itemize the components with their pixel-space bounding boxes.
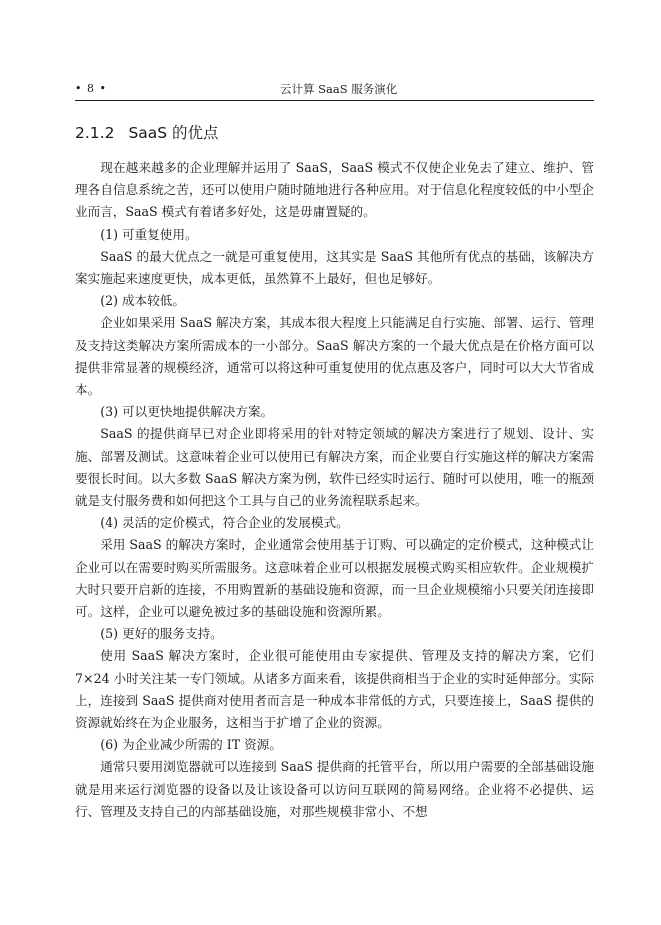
- book-page: [75, 0, 594, 925]
- paragraph-better-support: 使用 SaaS 解决方案时，企业很可能使用由专家提供、管理及支持的解决方案，它们 7×24 小时关注某一专门领域。从诸多方面来看，该提供商相当于企业的实时延伸部分。实际上，连接到 SaaS 提供商对使用者而言是一种成本非常低的方式，只要连接上，SaaS 提供的资源就始终在为企业服务，这相当于扩增了企业的资源。: [75, 648, 594, 731]
- running-header: [75, 80, 594, 101]
- paragraph-flexible-pricing: 采用 SaaS 的解决方案时，企业通常会使用基于订购、可以确定的定价模式，这种模式让企业可以在需要时购买所需服务。这意味着企业可以根据发展模式购买相应软件。企业规模扩大时只要开启新的连接，不用购置新的基础设施和资源，而一旦企业规模缩小只要关闭连接即可。这样，企业可以避免被过多的基础设施和资源所累。: [75, 537, 594, 620]
- paragraph-low-cost: 企业如果采用 SaaS 解决方案，其成本很大程度上只能满足自行实施、部署、运行、管理及支持这类解决方案所需成本的一小部分。SaaS 解决方案的一个最大优点是在价格方面可以提供非常显著的规模经济，通常可以将这种可重复使用的优点惠及客户，同时可以大大节省成本。: [75, 315, 594, 398]
- list-item-reduce-it: (6) 为企业减少所需的 IT 资源。: [100, 737, 282, 753]
- list-item-low-cost: (2) 成本较低。: [100, 293, 185, 309]
- list-item-better-support: (5) 更好的服务支持。: [100, 626, 223, 642]
- paragraph-reduce-it: 通常只要用浏览器就可以连接到 SaaS 提供商的托管平台，所以用户需要的全部基础设施就是用来运行浏览器的设备以及让该设备可以访问互联网的简易网络。企业将不必提供、运行、管理及支持自己的内部基础设施，对那些规模非常小、不想: [75, 759, 594, 819]
- section-heading: [75, 123, 219, 143]
- page-number: • 8 •: [75, 82, 107, 95]
- paragraph-faster-delivery: SaaS 的提供商早已对企业即将采用的针对特定领域的解决方案进行了规划、设计、实施、部署及测试。这意味着企业可以使用已有解决方案，而企业要自行实施这样的解决方案需要很长时间。以大多数 SaaS 解决方案为例，软件已经实时运行、随时可以使用，唯一的瓶颈就是支付服务费和如何把这个工具与自己的业务流程联系起来。: [75, 426, 594, 509]
- list-item-faster-delivery: (3) 可以更快地提供解决方案。: [100, 404, 274, 420]
- paragraph-intro: 现在越来越多的企业理解并运用了 SaaS，SaaS 模式不仅使企业免去了建立、维护、管理各自信息系统之苦，还可以使用户随时随地进行各种应用。对于信息化程度较低的中小型企业而言，SaaS 模式有着诸多好处，这是毋庸置疑的。: [75, 160, 594, 220]
- body-text: [75, 157, 594, 823]
- book-title: 云计算 SaaS 服务演化: [280, 82, 398, 96]
- list-item-flexible-pricing: (4) 灵活的定价模式，符合企业的发展模式。: [100, 515, 349, 531]
- paragraph-reusable: SaaS 的最大优点之一就是可重复使用，这其实是 SaaS 其他所有优点的基础，该解决方案实施起来速度更快，成本更低，虽然算不上最好，但也足够好。: [75, 248, 594, 287]
- section-title: SaaS 的优点: [128, 124, 219, 142]
- section-number: 2.1.2: [75, 124, 115, 142]
- list-item-reusable: (1) 可重复使用。: [100, 226, 198, 242]
